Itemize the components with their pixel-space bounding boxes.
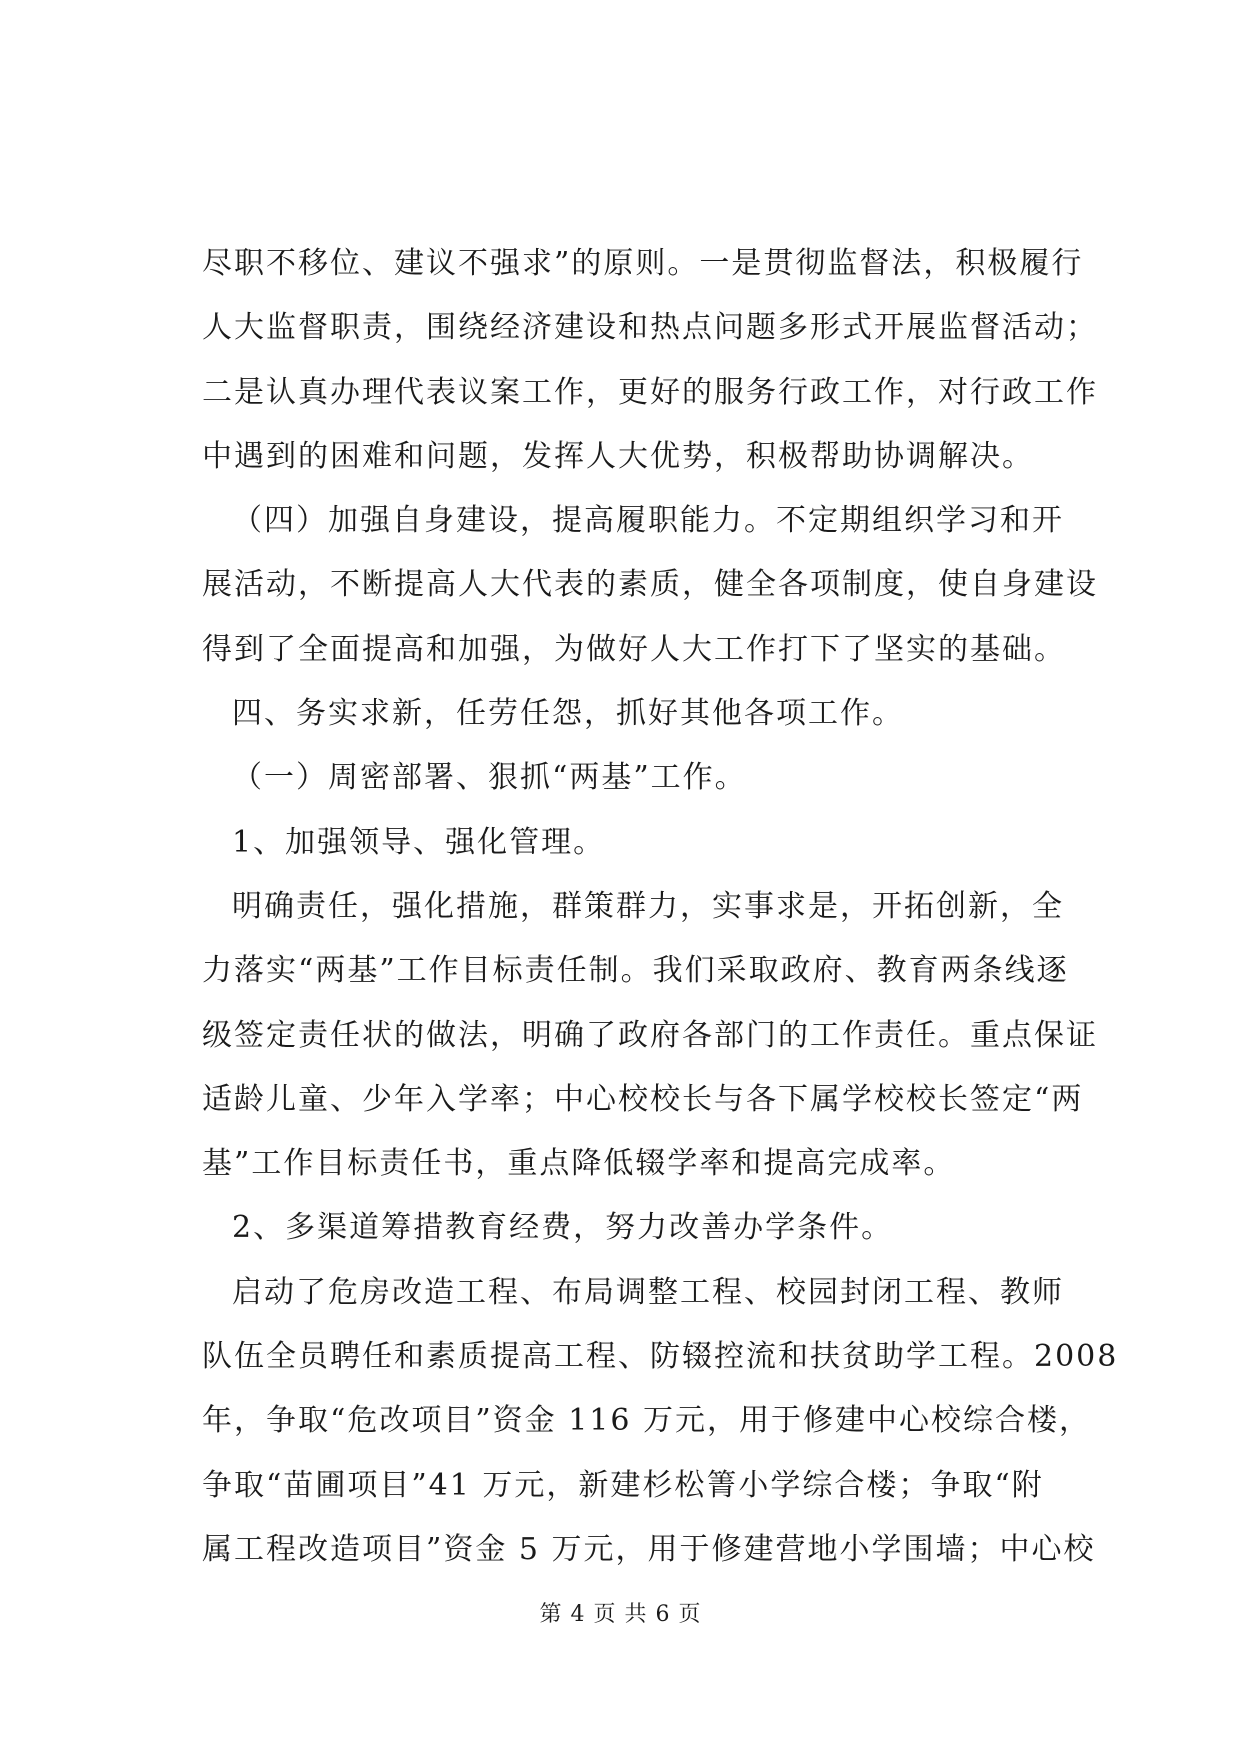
body-line: 明确责任，强化措施，群策群力，实事求是，开拓创新，全 bbox=[232, 888, 1064, 924]
subsection-heading: （一）周密部署、狠抓“两基”工作。 bbox=[232, 760, 747, 796]
body-line: 基”工作目标责任书，重点降低辍学率和提高完成率。 bbox=[202, 1146, 956, 1182]
body-line: 力落实“两基”工作目标责任制。我们采取政府、教育两条线逐 bbox=[202, 953, 1069, 989]
body-line: 启动了危房改造工程、布局调整工程、校园封闭工程、教师 bbox=[232, 1274, 1064, 1310]
body-line: 人大监督职责，围绕经济建设和热点问题多形式开展监督活动； bbox=[202, 310, 1098, 346]
body-line: 尽职不移位、建议不强求”的原则。一是贯彻监督法，积极履行 bbox=[202, 246, 1084, 281]
body-line: 属工程改造项目”资金 5 万元，用于修建营地小学围墙；中心校 bbox=[202, 1531, 1096, 1567]
section-heading: 四、务实求新，任劳任怨，抓好其他各项工作。 bbox=[232, 696, 904, 732]
item-heading: 2、多渠道筹措教育经费，努力改善办学条件。 bbox=[232, 1210, 894, 1246]
section-heading-four: （四）加强自身建设，提高履职能力。不定期组织学习和开 bbox=[232, 503, 1064, 539]
body-line: 争取“苗圃项目”41 万元，新建杉松箐小学综合楼；争取“附 bbox=[202, 1467, 1044, 1503]
body-line: 适龄儿童、少年入学率；中心校校长与各下属学校校长签定“两 bbox=[202, 1081, 1084, 1117]
document-body bbox=[202, 232, 1119, 1582]
body-line: 年，争取“危改项目”资金 116 万元，用于修建中心校综合楼， bbox=[202, 1403, 1092, 1439]
body-line: 中遇到的困难和问题，发挥人大优势，积极帮助协调解决。 bbox=[202, 438, 1034, 474]
page-footer: 第 4 页 共 6 页 bbox=[539, 1602, 702, 1627]
item-heading: 1、加强领导、强化管理。 bbox=[232, 824, 606, 860]
body-line: 得到了全面提高和加强，为做好人大工作打下了坚实的基础。 bbox=[202, 631, 1066, 667]
body-line: 展活动，不断提高人大代表的素质，健全各项制度，使自身建设 bbox=[202, 567, 1098, 603]
body-line: 二是认真办理代表议案工作，更好的服务行政工作，对行政工作 bbox=[202, 374, 1098, 410]
body-line: 级签定责任状的做法，明确了政府各部门的工作责任。重点保证 bbox=[202, 1017, 1098, 1053]
body-line: 队伍全员聘任和素质提高工程、防辍控流和扶贫助学工程。2008 bbox=[202, 1339, 1119, 1375]
